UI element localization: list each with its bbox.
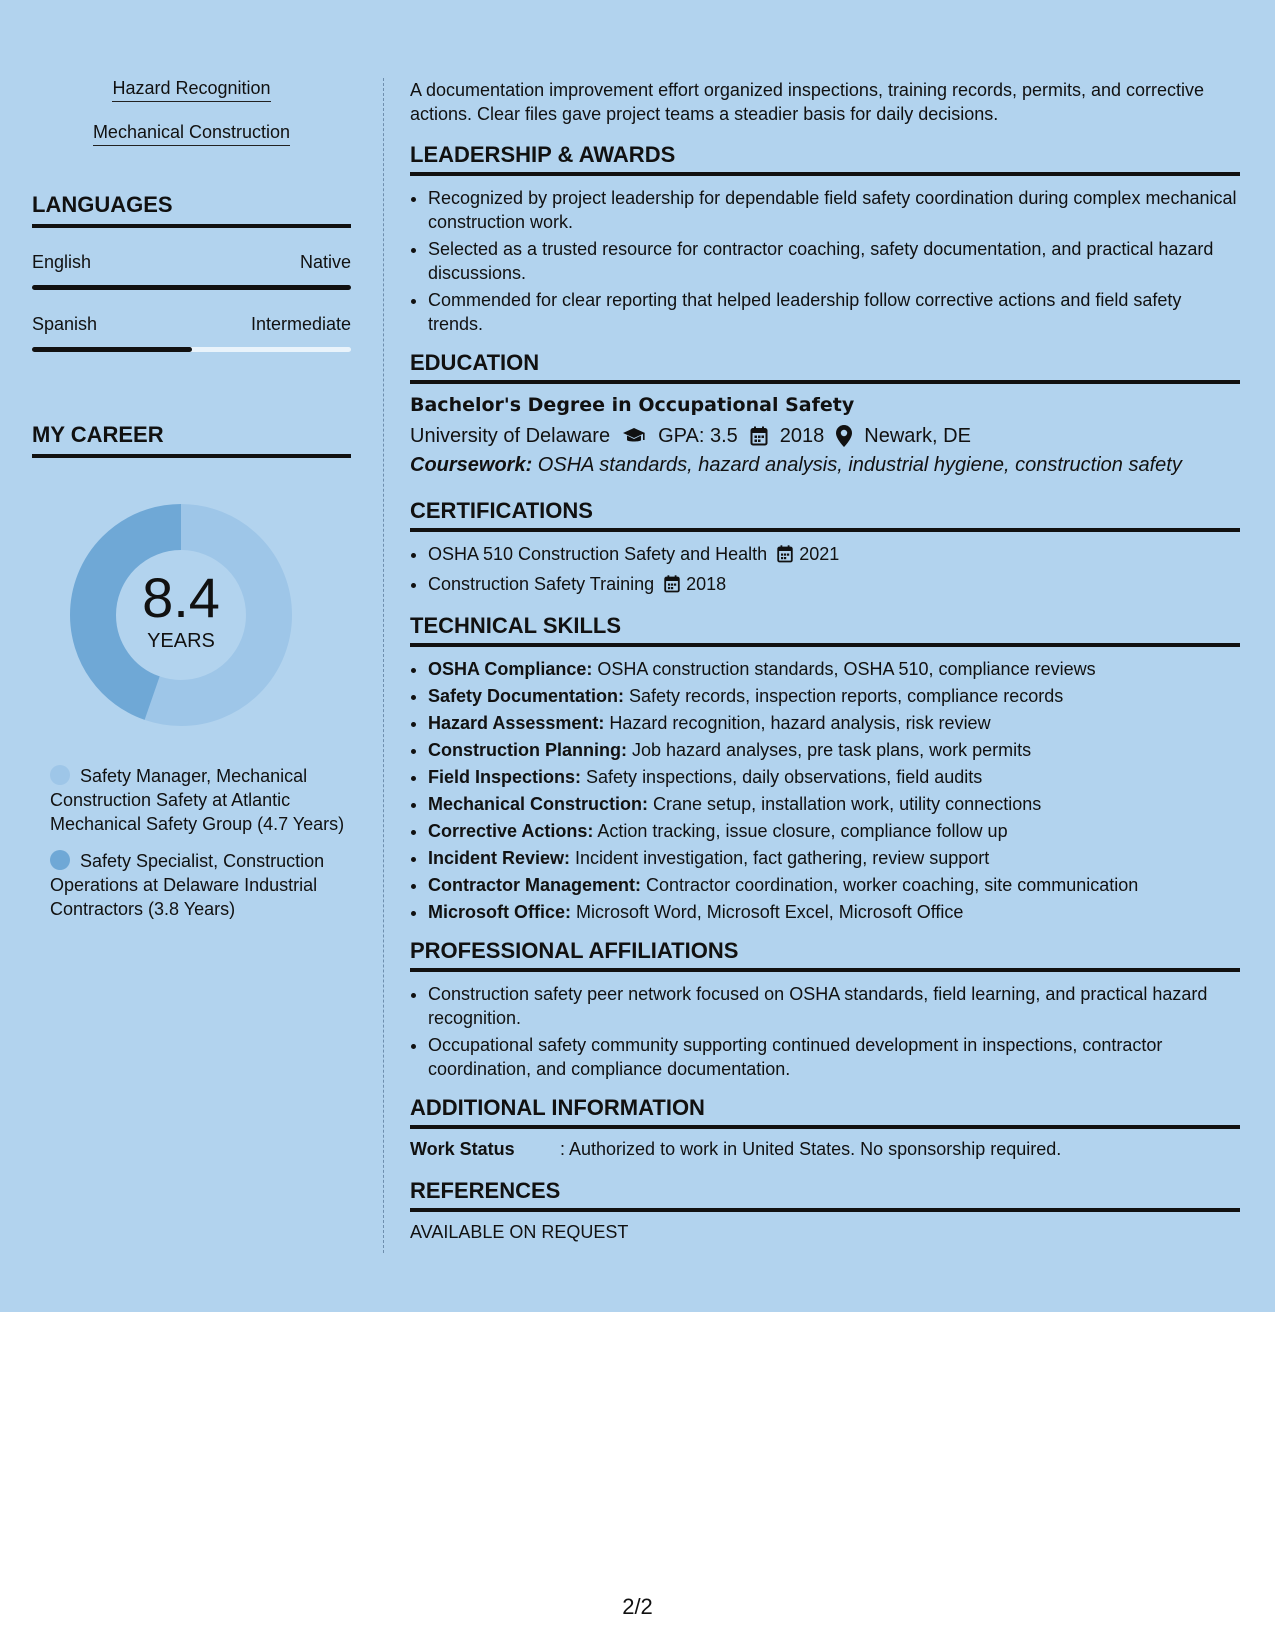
certifications-list	[410, 542, 1240, 599]
skill-label: Construction Planning:	[428, 740, 627, 760]
skill-label: OSHA Compliance:	[428, 659, 593, 679]
skill-label: Corrective Actions:	[428, 821, 594, 841]
graduation-cap-icon	[622, 427, 646, 445]
map-pin-icon	[836, 425, 852, 447]
page-number: 2/2	[622, 1594, 653, 1619]
additional-row	[410, 1139, 1240, 1160]
language-name: English	[32, 252, 92, 272]
list-item: • Recognized by project leadership for dependable field safety coordination during complex mechanical construction work.	[428, 186, 1240, 234]
language-level: Intermediate	[250, 314, 351, 334]
education-year: 2018	[779, 425, 825, 447]
skill-label: Field Inspections:	[428, 767, 582, 787]
skill-item	[428, 684, 1240, 708]
skill-text: Safety records, inspection reports, compliance records	[624, 686, 1064, 706]
summary-paragraph: A documentation improvement effort organized inspections, training records, permits, and corrective actions. Clear files gave project teams a steadier basis for daily decisions.	[410, 80, 1205, 124]
skill-text: Contractor coordination, worker coaching, site communication	[641, 875, 1139, 895]
skill-text: Incident investigation, fact gathering, review support	[570, 848, 990, 868]
skill-text: Microsoft Word, Microsoft Excel, Microsoft Office	[571, 902, 964, 922]
career-legend-text: Safety Specialist, Construction Operations at Delaware Industrial Contractors (3.8 Years)	[50, 851, 325, 919]
certification-name: Construction Safety Training	[428, 574, 655, 594]
skill-tag-label: Mechanical Construction	[93, 122, 290, 146]
skill-text: OSHA construction standards, OSHA 510, compliance reviews	[592, 659, 1096, 679]
affiliations-heading: PROFESSIONAL AFFILIATIONS	[410, 938, 1240, 972]
skill-item	[428, 846, 1240, 870]
education-degree: Bachelor's Degree in Occupational Safety	[410, 394, 855, 416]
skill-text: Safety inspections, daily observations, field audits	[581, 767, 983, 787]
list-item: • Occupational safety community supporting continued development in inspections, contractor coordination, and compliance documentation.	[428, 1033, 1240, 1081]
skills-heading: TECHNICAL SKILLS	[410, 613, 1240, 647]
career-legend	[32, 764, 351, 921]
leadership-heading: LEADERSHIP & AWARDS	[410, 142, 1240, 176]
skill-item	[428, 657, 1240, 681]
education-school: University of Delaware	[410, 425, 611, 447]
references-text: AVAILABLE ON REQUEST	[410, 1222, 629, 1242]
certification-year: 2018	[686, 574, 727, 594]
languages-heading: LANGUAGES	[32, 192, 351, 228]
language-proficiency-bar	[32, 347, 351, 352]
career-donut-center	[66, 500, 296, 730]
education-details	[410, 422, 1240, 450]
certification-year: 2021	[799, 544, 840, 564]
skill-item	[428, 819, 1240, 843]
career-legend-text: Safety Manager, Mechanical Construction Safety at Atlantic Mechanical Safety Group (4.7 Years)	[50, 766, 345, 834]
language-item	[32, 252, 351, 290]
career-total-unit: YEARS	[147, 630, 215, 652]
affiliations-list	[410, 982, 1240, 1081]
certification-item	[428, 572, 1240, 599]
language-level: Native	[299, 252, 351, 272]
skill-label: Hazard Assessment:	[428, 713, 605, 733]
skill-label: Microsoft Office:	[428, 902, 572, 922]
coursework-text: OSHA standards, hazard analysis, industrial hygiene, construction safety	[532, 454, 1182, 476]
skill-tag-label: Hazard Recognition	[112, 78, 270, 102]
skill-text: Crane setup, installation work, utility connections	[648, 794, 1042, 814]
language-proficiency-fill	[32, 347, 192, 352]
career-donut-chart	[66, 500, 296, 730]
additional-heading: ADDITIONAL INFORMATION	[410, 1095, 1240, 1129]
list-item: • Commended for clear reporting that helped leadership follow corrective actions and field safety trends.	[428, 288, 1240, 336]
list-item: • Construction safety peer network focused on OSHA standards, field learning, and practical hazard recognition.	[428, 982, 1240, 1030]
language-item	[32, 314, 351, 352]
certifications-heading: CERTIFICATIONS	[410, 498, 1240, 532]
calendar-icon	[664, 575, 680, 599]
skill-item	[428, 738, 1240, 762]
skill-tag	[32, 78, 351, 102]
education-coursework	[410, 450, 1240, 480]
skills-list	[410, 657, 1240, 924]
work-status-value: : Authorized to work in United States. No sponsorship required.	[560, 1139, 1062, 1159]
skill-tag	[32, 122, 351, 146]
career-legend-item	[50, 849, 351, 921]
skill-label: Mechanical Construction:	[428, 794, 649, 814]
skill-item	[428, 765, 1240, 789]
career-legend-item	[50, 764, 351, 836]
education-heading: EDUCATION	[410, 350, 1240, 384]
education-gpa: GPA: 3.5	[658, 425, 738, 447]
language-name: Spanish	[32, 314, 98, 334]
career-total-years: 8.4	[142, 566, 220, 629]
certification-name: OSHA 510 Construction Safety and Health	[428, 544, 768, 564]
education-location: Newark, DE	[864, 425, 971, 447]
coursework-label: Coursework:	[410, 454, 533, 476]
skill-text: Action tracking, issue closure, compliance follow up	[593, 821, 1008, 841]
calendar-icon	[777, 545, 793, 569]
skill-item	[428, 873, 1240, 897]
language-proficiency-fill	[32, 285, 351, 290]
skill-label: Safety Documentation:	[428, 686, 625, 706]
skill-text: Job hazard analyses, pre task plans, work permits	[626, 740, 1032, 760]
column-divider	[383, 78, 384, 1253]
legend-dot	[50, 850, 70, 870]
skill-text: Hazard recognition, hazard analysis, risk review	[604, 713, 991, 733]
legend-dot	[50, 765, 70, 785]
skill-label: Contractor Management:	[428, 875, 642, 895]
sidebar	[32, 78, 351, 934]
main-content	[410, 78, 1240, 1243]
leadership-list	[410, 186, 1240, 336]
references-heading: REFERENCES	[410, 1178, 1240, 1212]
skill-item	[428, 900, 1240, 924]
list-item: • Selected as a trusted resource for contractor coaching, safety documentation, and practical hazard discussions.	[428, 237, 1240, 285]
language-proficiency-bar	[32, 285, 351, 290]
skill-label: Incident Review:	[428, 848, 571, 868]
calendar-icon	[750, 426, 768, 446]
work-status-label: Work Status	[410, 1139, 515, 1159]
skill-item	[428, 792, 1240, 816]
career-heading: MY CAREER	[32, 422, 351, 458]
certification-item	[428, 542, 1240, 569]
skill-item	[428, 711, 1240, 735]
